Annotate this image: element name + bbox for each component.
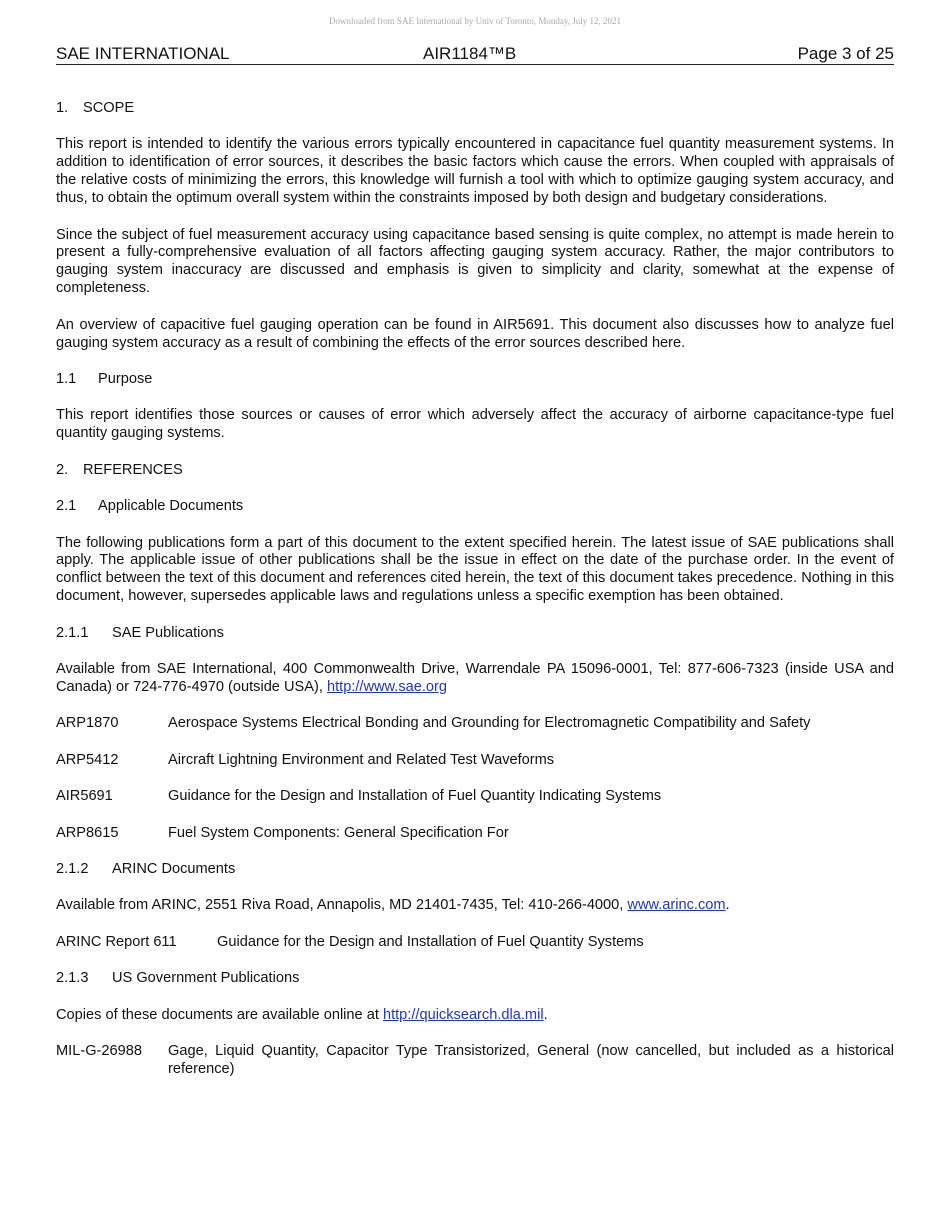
sae-website-link[interactable]: http://www.sae.org [326,678,448,695]
page-header [56,44,894,65]
reference-entry [56,934,894,952]
reference-code: ARINC Report 611 [56,933,177,950]
section-title: ARINC Documents [112,860,236,877]
reference-code: ARP8615 [56,824,119,841]
header-publisher: SAE INTERNATIONAL [56,44,230,63]
header-page-number: Page 3 of 25 [797,44,894,63]
applicable-documents-paragraph: The following publications form a part of this document to the extent specified herein. The latest issue of SAE publications shall apply. The applicable issue of other publications shall be the issue in effect on the date of the purchase order. In the event of conflict between the text of this document and references cited herein, the text of this document takes precedence. Nothing in this document, however, supersedes applicable laws and regulations unless a specific exemption has been obtained. [56,534,894,605]
section-title: SCOPE [83,100,135,116]
section-number: 2.1 [56,498,77,515]
reference-entry [56,1043,894,1079]
arinc-availability-paragraph [56,897,894,915]
reference-title: Gage, Liquid Quantity, Capacitor Type Transistorized, General (now cancelled, but included as a historical reference) [168,1043,894,1077]
section-title: US Government Publications [112,970,300,987]
reference-title: Aerospace Systems Electrical Bonding and Grounding for Electromagnetic Compatibility and Safety [168,715,811,732]
usgov-availability-text: Copies of these documents are available online at [56,1006,383,1023]
reference-code: ARP1870 [56,715,119,732]
section-title: SAE Publications [112,624,224,641]
reference-title: Fuel System Components: General Specification For [168,824,509,841]
section-number: 2. [56,461,69,478]
scope-paragraph-2: Since the subject of fuel measurement accuracy using capacitance based sensing is quite complex, no attempt is made herein to present a fully-comprehensive evaluation of all factors affecting gauging system accuracy. Rather, the major contributors to gauging system inaccuracy are discussed and emphasis is given to simplicity and clarity, somewhat at the expense of completeness. [56,226,894,297]
document-body [56,100,894,1097]
reference-title: Guidance for the Design and Installation of Fuel Quantity Indicating Systems [168,788,662,805]
reference-entry [56,752,894,770]
usgov-link-suffix: . [543,1006,548,1023]
section-number: 2.1.3 [56,970,89,987]
reference-title: Guidance for the Design and Installation of Fuel Quantity Systems [217,933,644,950]
reference-entry [56,715,894,733]
header-document-id: AIR1184™B [423,44,517,63]
section-title: REFERENCES [83,461,183,478]
reference-code: MIL-G-26988 [56,1043,142,1059]
section-heading-scope [56,100,894,118]
arinc-link-suffix: . [725,897,730,914]
reference-code: AIR5691 [56,788,113,805]
section-number: 1. [56,100,69,116]
purpose-paragraph: This report identifies those sources or causes of error which adversely affect the accuracy of airborne capacitance-type fuel quantity gauging systems. [56,407,894,442]
section-heading-purpose [56,371,894,389]
section-number: 1.1 [56,370,77,387]
arinc-website-link[interactable]: www.arinc.com [627,897,726,914]
reference-entry [56,825,894,843]
section-heading-sae-publications [56,625,894,643]
section-heading-references [56,462,894,480]
section-heading-applicable-documents [56,498,894,516]
sae-availability-paragraph [56,661,894,697]
scope-paragraph-3: An overview of capacitive fuel gauging operation can be found in AIR5691. This document also discusses how to analyze fuel gauging system accuracy as a result of combining the effects of the error sources described here. [56,316,894,351]
scope-paragraph-1: This report is intended to identify the various errors typically encountered in capacitance fuel quantity measurement systems. In addition to identification of error sources, it describes the basic factors which cause the errors. When coupled with appraisals of the relative costs of minimizing the errors, this knowledge will furnish a tool with which to optimize gauging system accuracy, and thus, to obtain the optimum overall system within the constraints imposed by both design and budgetary considerations. [56,136,894,207]
section-title: Applicable Documents [98,498,244,515]
reference-code: ARP5412 [56,751,119,768]
sae-availability-text: Available from SAE International, 400 Commonwealth Drive, Warrendale PA 15096-0001, Tel: 877-606-7323 (inside USA and Canada) or 724-776-4970 (outside USA), [56,661,894,695]
download-watermark: Downloaded from SAE International by Univ of Toronto, Monday, July 12, 2021 [328,16,622,26]
section-heading-arinc-documents [56,861,894,879]
dla-quicksearch-link[interactable]: http://quicksearch.dla.mil [382,1006,544,1023]
section-heading-us-government-publications [56,970,894,988]
reference-title: Aircraft Lightning Environment and Related Test Waveforms [168,751,555,768]
arinc-availability-text: Available from ARINC, 2551 Riva Road, Annapolis, MD 21401-7435, Tel: 410-266-4000, [56,897,628,914]
reference-entry [56,788,894,806]
usgov-availability-paragraph [56,1007,894,1025]
section-title: Purpose [98,370,153,387]
section-number: 2.1.1 [56,624,89,641]
section-number: 2.1.2 [56,860,89,877]
